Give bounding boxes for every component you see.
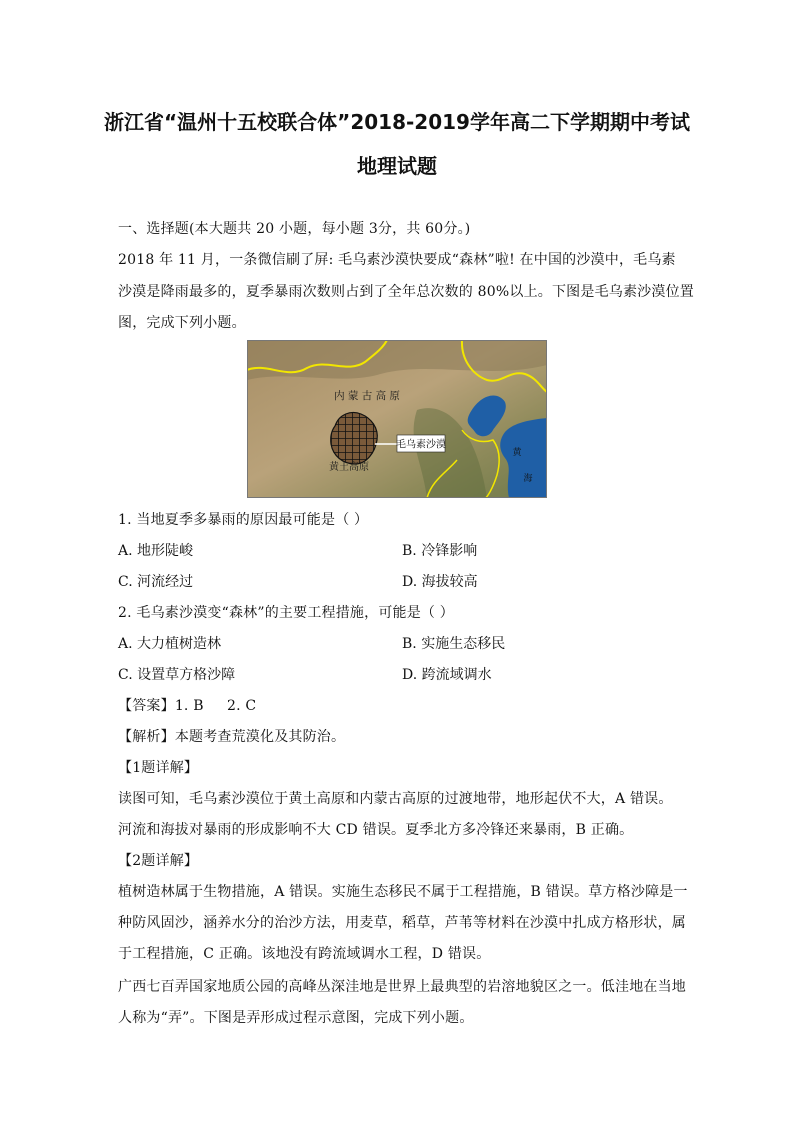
answer-text: 1. B 2. C <box>174 698 257 714</box>
detail1-heading: 【1题详解】 <box>118 760 199 776</box>
detail1-line-2: 河流和海拔对暴雨的形成影响不大 CD 错误。夏季北方多冷锋还来暴雨，B 正确。 <box>118 822 634 838</box>
analysis-label: 【解析】 <box>118 729 175 745</box>
intro2-line-1: 广西七百弄国家地质公园的高峰丛深洼地是世界上最典型的岩溶地貌区之一。低洼地在当地 <box>118 979 686 995</box>
loess-plateau-label: 黄土高原 <box>329 462 369 473</box>
section-heading: 一、选择题(本大题共 20 小题，每小题 3分，共 60分。) <box>118 221 471 237</box>
mu-us-desert-location-map <box>247 340 547 498</box>
intro2-line-2: 人称为“弄”。下图是弄形成过程示意图，完成下列小题。 <box>118 1010 474 1026</box>
detail1-line-1: 读图可知，毛乌素沙漠位于黄土高原和内蒙古高原的过渡地带，地形起伏不大，A 错误。 <box>118 791 673 807</box>
detail2-line-1: 植树造林属于生物措施，A 错误。实施生态移民不属于工程措施，B 错误。草方格沙障是一 <box>118 884 688 900</box>
yellow-sea-label-1: 黄 <box>512 448 522 458</box>
q1-option-c: C. 河流经过 <box>118 574 194 590</box>
answer-label: 【答案】 <box>118 698 175 714</box>
answer-line <box>118 695 256 715</box>
q1-stem: 1. 当地夏季多暴雨的原因最可能是（ ） <box>118 512 369 528</box>
intro1-line-3: 图，完成下列小题。 <box>118 315 246 331</box>
detail2-line-3: 于工程措施，C 正确。该地没有跨流域调水工程，D 错误。 <box>118 946 491 962</box>
q2-option-d: D. 跨流域调水 <box>402 667 492 683</box>
q2-option-a: A. 大力植树造林 <box>118 636 222 652</box>
page-title-line2: 地理试题 <box>357 154 437 178</box>
mu-us-desert-area <box>331 413 378 465</box>
analysis-line <box>118 726 345 746</box>
inner-mongolia-plateau-label: 内 蒙 古 高 原 <box>334 390 400 402</box>
q1-option-d: D. 海拔较高 <box>402 574 478 590</box>
q2-stem: 2. 毛乌素沙漠变“森林”的主要工程措施，可能是（ ） <box>118 605 454 621</box>
q1-option-a: A. 地形陡峻 <box>118 543 194 559</box>
q1-option-b: B. 冷锋影响 <box>402 543 478 559</box>
detail2-line-2: 种防风固沙，涵养水分的治沙方法，用麦草，稻草，芦苇等材料在沙漠中扎成方格形状，属 <box>118 915 686 931</box>
q2-option-c: C. 设置草方格沙障 <box>118 667 236 683</box>
intro1-line-2: 沙漠是降雨最多的，夏季暴雨次数则占到了全年总次数的 80%以上。下图是毛乌素沙漠位置 <box>118 284 694 300</box>
page-title-line1: 浙江省“温州十五校联合体”2018-2019学年高二下学期期中考试 <box>104 110 690 134</box>
intro1-line-1: 2018 年 11 月，一条微信刷了屏: 毛乌素沙漠快要成“森林”啦! 在中国的沙漠中，毛乌素 <box>118 252 676 268</box>
analysis-text: 本题考查荒漠化及其防治。 <box>174 729 346 745</box>
detail2-heading: 【2题详解】 <box>118 853 199 869</box>
desert-label: 毛乌素沙漠 <box>396 439 446 451</box>
q2-option-b: B. 实施生态移民 <box>402 636 506 652</box>
yellow-sea-label-2: 海 <box>523 474 533 484</box>
